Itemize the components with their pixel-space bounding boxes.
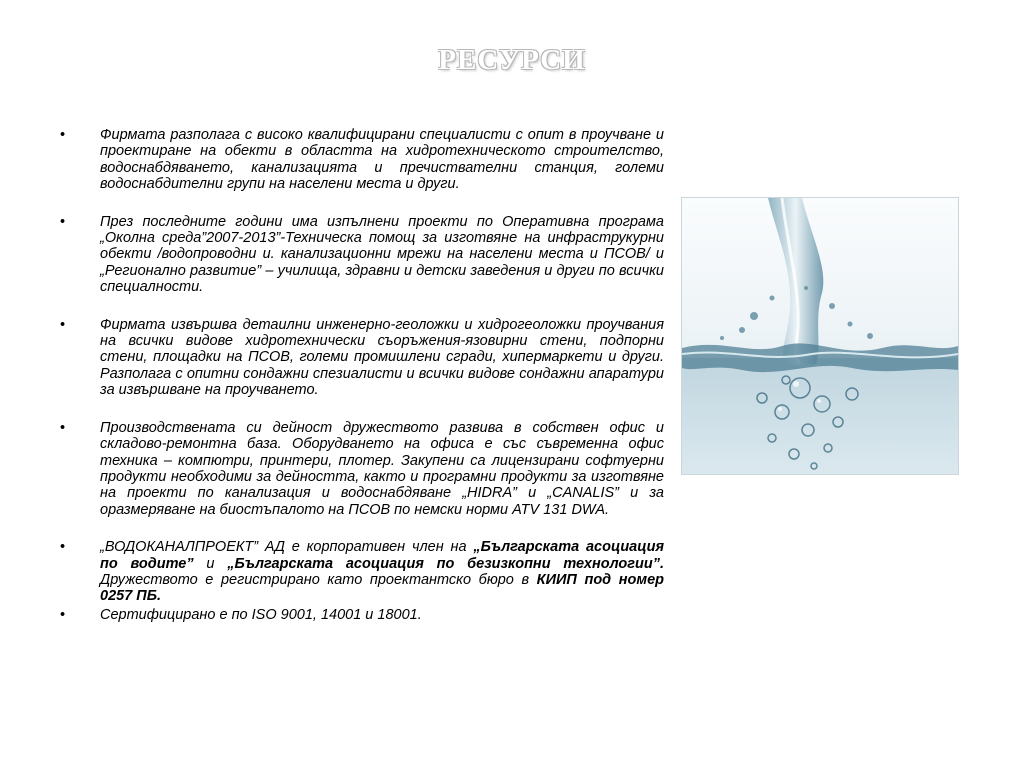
bullet-dot: •	[60, 213, 66, 230]
bold-association-trenchless: „Българската асоциация по безизкопни технологии”.	[227, 555, 664, 572]
bullet-text: Сертифицирано е по ISO 9001, 14001 и 18001.	[100, 606, 422, 623]
bullet-text: През последните години има изпълнени проекти по Оперативна програма „Околна среда”2007-2013”-Техническа помощ за изготвяне на инфраструкурни обекти /водопроводни и. канализационни мрежи на населени места и ПСОВ/ и „Регионално развитие” – училища, здравни и детски заведения и други по всички специалности.	[100, 213, 664, 296]
bullet-text: „ВОДОКАНАЛПРОЕКТ” АД е корпоративен член на „Българската асоциация по водите” и „Българската асоциация по безизкопни технологии”. Дружеството е регистрирано като проектантско бюро в КИИП под номер 0257 ПБ.	[100, 539, 665, 605]
bullet-item-specialists	[60, 127, 664, 193]
bullet-item-membership	[60, 539, 664, 605]
bullet-list	[60, 127, 664, 623]
slide-title: РЕСУРСИ	[438, 44, 586, 76]
bullet-text: Производствената си дейност дружеството развива в собствен офис и складово-ремонтна база. Оборудването на офиса е със съвременна офис техника – компютри, принтери, плотер. Закупени са лицензирани софтуерни продукти необходими за дейността, както и програмни продукти за изготвяне на проекти по канализация и водоснабдяване „HIDRA” и „CANALIS” и за оразмеряване на биостъпалото на ПСОВ по немски норми ATV 131 DWA.	[100, 419, 664, 518]
bullet-text: Фирмата извършва детаилни инженерно-геоложки и хидрогеоложки проучвания на всички видове хидротехнически съоръжения-язовирни стени, подпорни стени, площадки на ПСОВ, големи промишлени сгради, хипермаркети и други. Разполага с опитни сондажни спезиалисти и всички видове сондажни апаратури за извършване на проучването.	[100, 316, 664, 399]
bullet-item-iso	[60, 607, 664, 623]
bullet-dot: •	[60, 606, 66, 623]
bullet-item-projects	[60, 214, 664, 296]
bullet-text: Фирмата разполага с високо квалифицирани специалисти с опит в проучване и проектиране на обекти в областта на хидротехническото строителство, водоснабдяването, канализацията и пречиствателни станция, големи водоснабдителни групи на населени места и други.	[100, 127, 664, 193]
water-splash-icon	[682, 198, 958, 474]
bullet-item-geology	[60, 317, 664, 399]
bold-association-water: „Българската асоциация по водите”	[100, 539, 665, 572]
bold-kiip-number: КИИП под номер 0257 ПБ.	[100, 571, 664, 605]
bullet-dot: •	[60, 127, 66, 143]
bullet-dot: •	[60, 316, 66, 333]
bullet-dot: •	[60, 539, 66, 556]
bullet-dot: •	[60, 419, 66, 436]
bullet-item-office	[60, 420, 664, 518]
water-splash-photo	[681, 197, 959, 475]
